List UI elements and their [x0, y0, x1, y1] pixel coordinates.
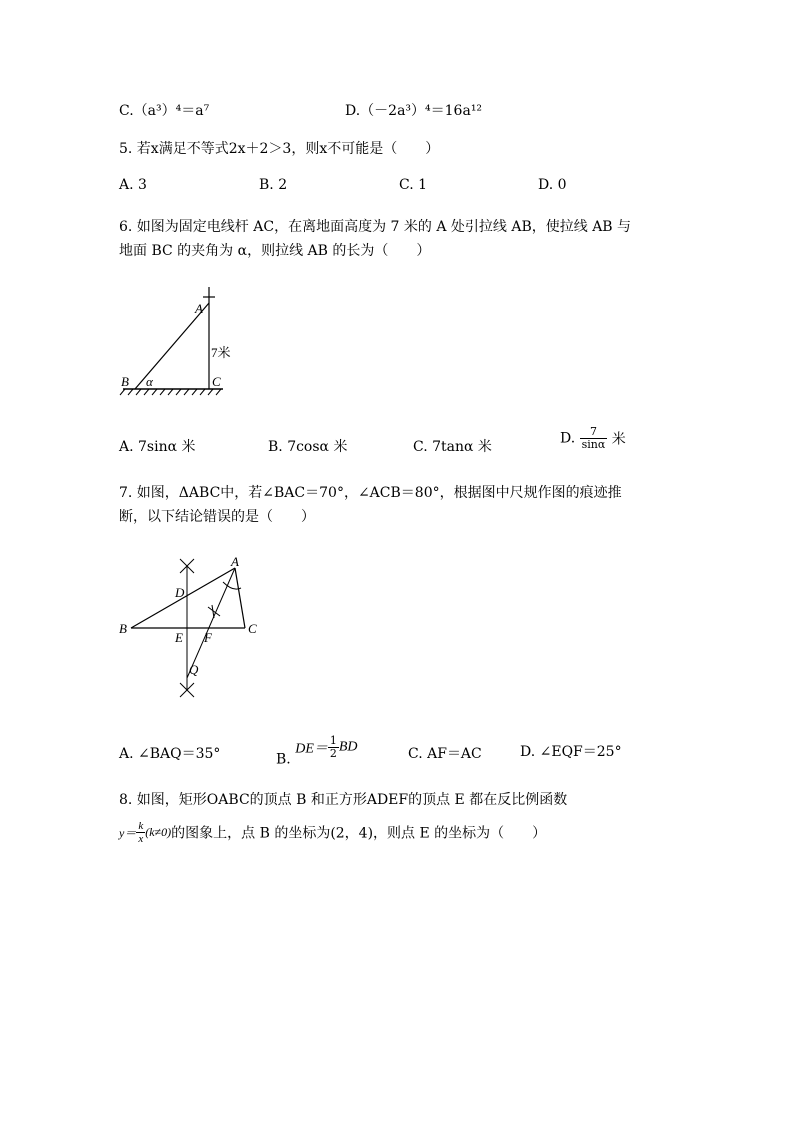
q4-option-c: C.（a³）⁴＝a⁷: [119, 103, 210, 119]
q8-stem-line2: [119, 820, 546, 845]
q8-formula-fraction: [136, 820, 145, 845]
q6-option-c: C. 7tanα 米: [413, 439, 492, 455]
q6-figure: [115, 283, 235, 403]
fraction-numerator: 7: [580, 426, 608, 439]
label-E: E: [175, 630, 183, 645]
q7-option-b-right: BD: [338, 739, 358, 755]
q6-option-d-prefix: D.: [560, 430, 576, 447]
q6-stem-line1: 6. 如图为固定电线杆 AC，在离地面高度为 7 米的 A 处引拉线 AB，使拉线 AB 与: [119, 219, 632, 235]
fraction-denominator: x: [138, 833, 144, 845]
q7-figure: [115, 550, 275, 700]
label-C: C: [248, 621, 257, 636]
q6-option-b: B. 7cosα 米: [268, 439, 348, 455]
q5-option-a: A. 3: [119, 177, 147, 193]
ground-hatching: [120, 389, 221, 395]
q7-option-c: C. AF＝AC: [408, 746, 482, 762]
q7-option-b-left: DE＝: [295, 741, 328, 757]
q7-option-d: D. ∠EQF＝25°: [520, 744, 622, 760]
q6-option-d: [560, 426, 626, 451]
q6-option-a: A. 7sinα 米: [119, 439, 196, 455]
q4-option-d: D.（－2a³）⁴＝16a¹²: [345, 103, 483, 119]
q5-option-b: B. 2: [259, 177, 288, 193]
q5-option-d: D. 0: [538, 177, 567, 193]
label-C: C: [212, 374, 221, 389]
q5-option-c: C. 1: [399, 177, 428, 193]
q7-option-b-prefix: B.: [276, 751, 291, 768]
label-B: B: [119, 621, 127, 636]
q7-option-b-fraction: [328, 735, 339, 760]
fraction-numerator: k: [138, 820, 144, 832]
q7-option-b: [276, 735, 358, 768]
fraction-numerator: 1: [329, 734, 337, 747]
q8-stem-text: 的图象上，点 B 的坐标为(2，4)，则点 E 的坐标为（ ）: [171, 825, 547, 842]
label-height: 7米: [211, 345, 231, 360]
label-F: F: [204, 630, 212, 645]
q7-stem-line2: 断，以下结论错误的是（ ）: [119, 509, 315, 525]
fraction-denominator: sinα: [581, 438, 606, 451]
label-A: A: [231, 554, 239, 569]
q6-option-d-unit: 米: [611, 431, 626, 448]
q6-option-d-fraction: [580, 426, 608, 451]
label-alpha: α: [146, 374, 153, 389]
label-B: B: [121, 374, 129, 389]
q8-stem-line1: 8. 如图，矩形OABC的顶点 B 和正方形ADEF的顶点 E 都在反比例函数: [119, 792, 568, 808]
q8-formula-condition: (k≠0): [145, 825, 172, 839]
q7-stem-line1: 7. 如图，ΔABC中，若∠BAC＝70°，∠ACB＝80°，根据图中尺规作图的痕迹推: [119, 485, 622, 501]
label-Q: Q: [189, 662, 199, 677]
q7-option-a: A. ∠BAQ＝35°: [119, 746, 221, 762]
fraction-denominator: 2: [329, 747, 337, 760]
q6-stem-line2: 地面 BC 的夹角为 α，则拉线 AB 的长为（ ）: [119, 243, 431, 259]
side-AC: [235, 568, 245, 628]
label-A: A: [195, 301, 203, 316]
q8-formula-left: y＝: [119, 826, 137, 840]
q5-stem: 5. 若x满足不等式2x＋2＞3，则x不可能是（ ）: [119, 141, 440, 157]
label-D: D: [175, 585, 185, 600]
